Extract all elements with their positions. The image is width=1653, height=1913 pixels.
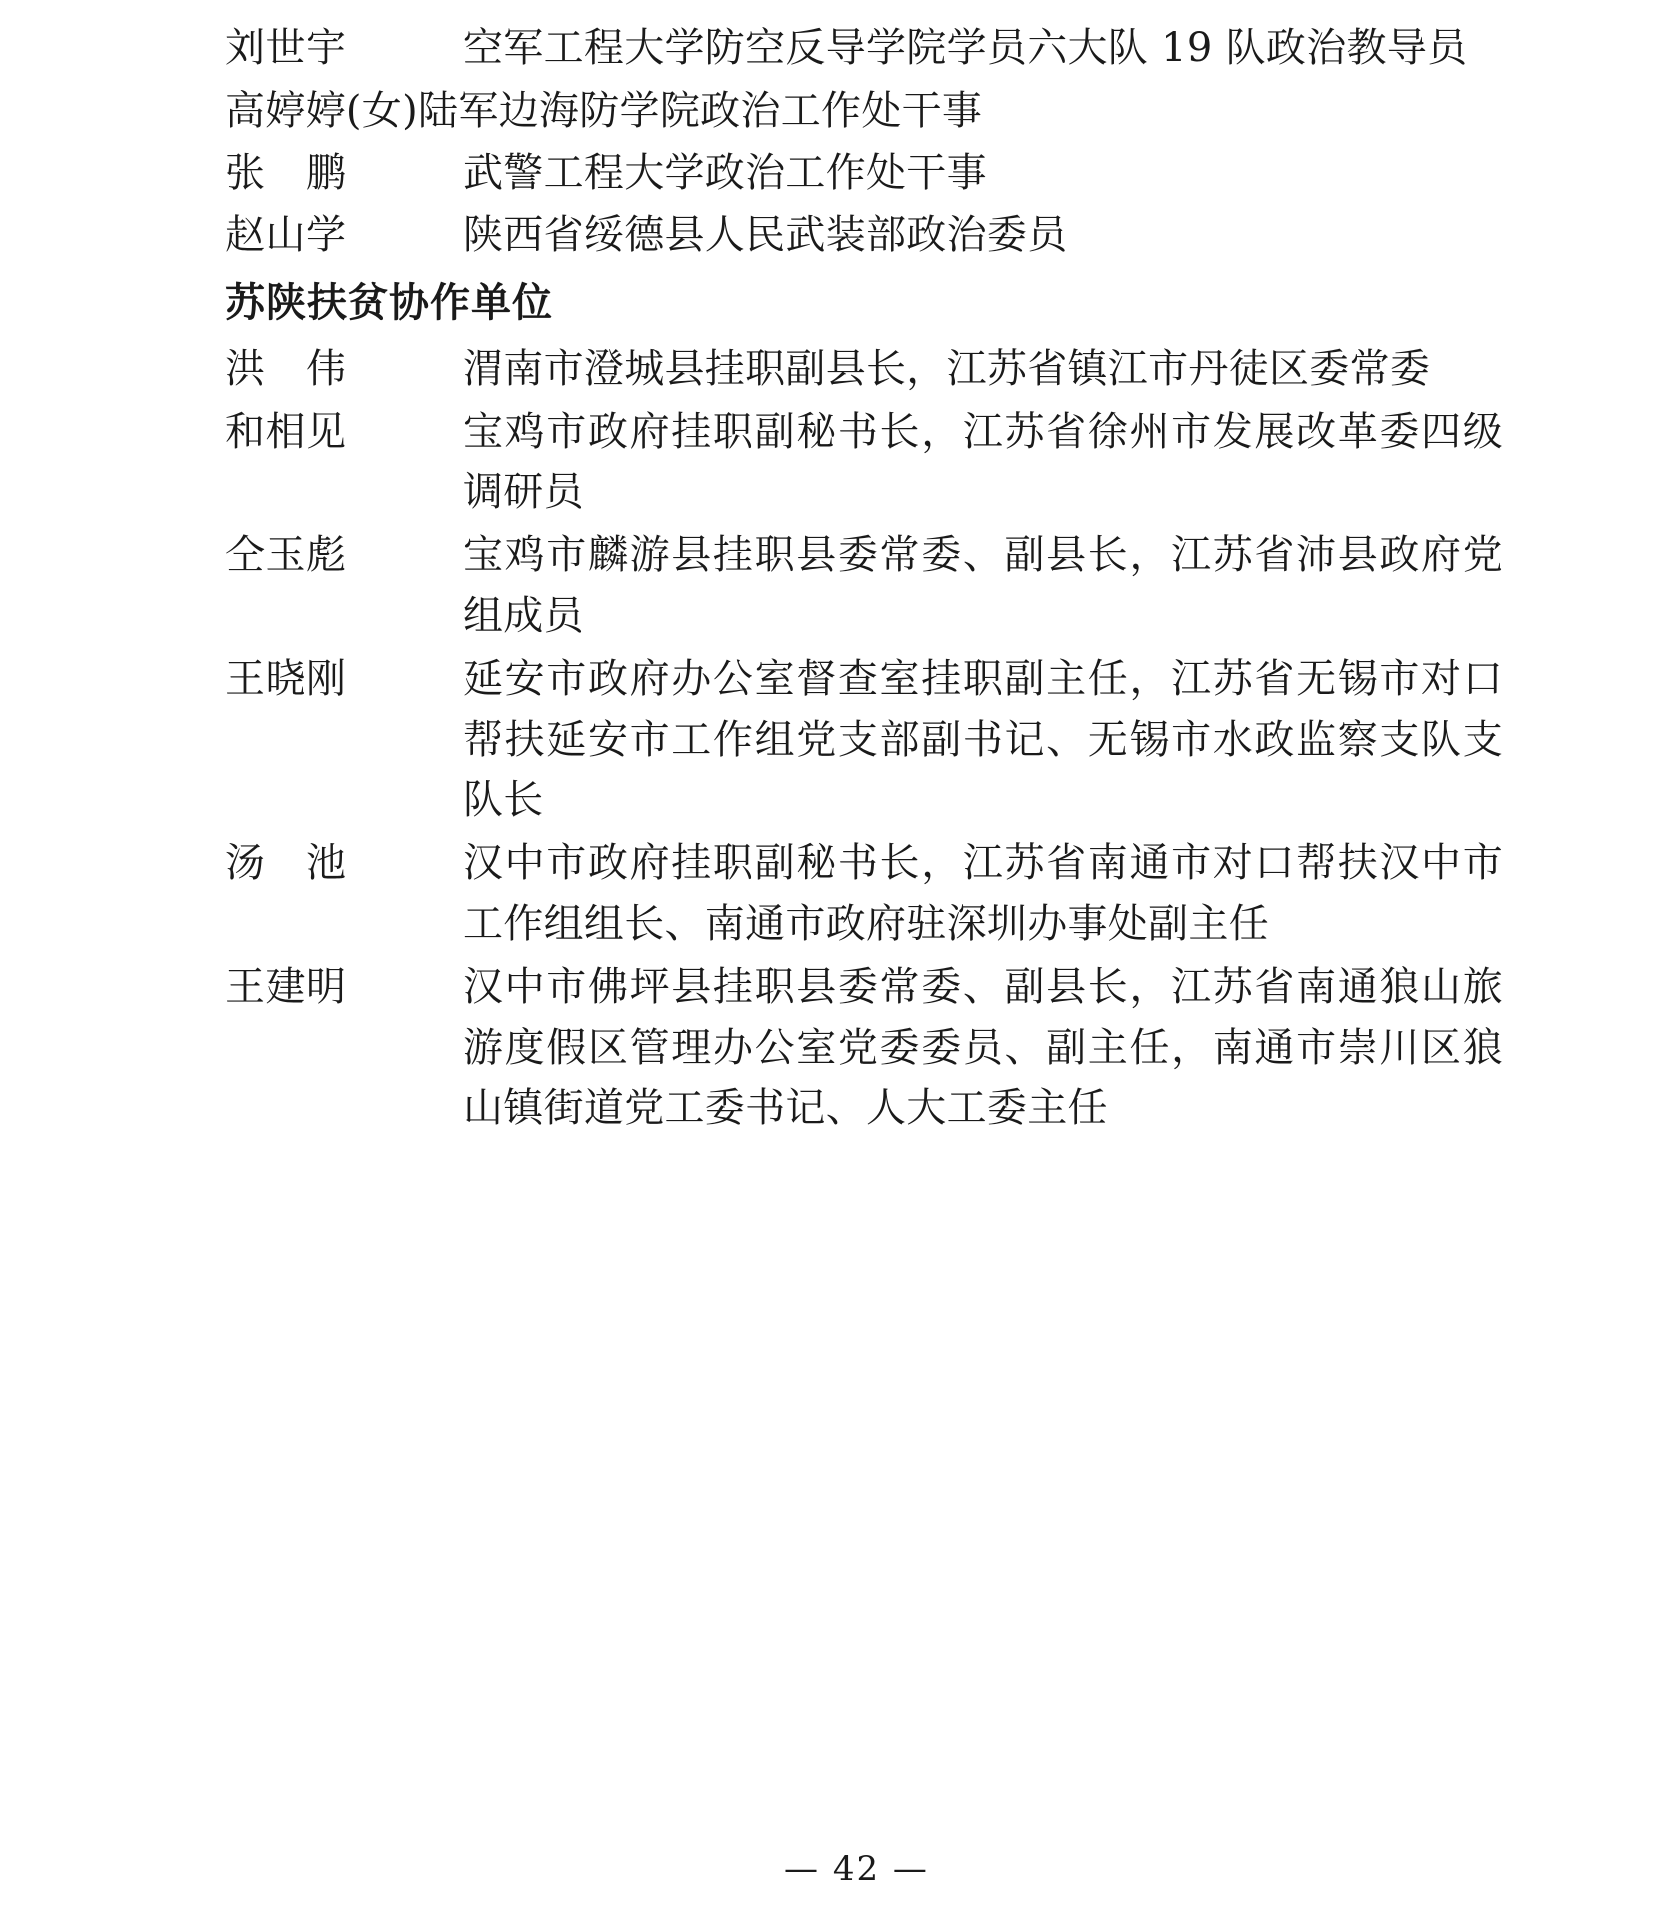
person-name: 张 鹏 <box>225 149 347 196</box>
person-title: 陆军边海防学院政治工作处干事 <box>418 87 983 134</box>
person-title: 空军工程大学防空反导学院学员六大队 19 队政治教导员 <box>463 25 1468 71</box>
person-title: 宝鸡市政府挂职副秘书长，江苏省徐州市发展改革委四级调研员 <box>463 408 1503 516</box>
person-title: 渭南市澄城县挂职副县长，江苏省镇江市丹徒区委常委 <box>463 345 1431 392</box>
person-name: 赵山学 <box>225 211 347 258</box>
person-name: 高婷婷(女) <box>225 87 419 134</box>
person-title: 武警工程大学政治工作处干事 <box>463 149 987 196</box>
person-name: 汤 池 <box>225 840 347 887</box>
person-title: 陕西省绥德县人民武装部政治委员 <box>463 211 1068 258</box>
list-item <box>225 833 1503 955</box>
person-name: 洪 伟 <box>225 345 347 392</box>
page-number: — 42 — <box>784 1849 929 1889</box>
list-item <box>225 81 1503 141</box>
list-item <box>225 18 1503 79</box>
person-title: 宝鸡市麟游县挂职县委常委、副县长，江苏省沛县政府党组成员 <box>463 532 1503 639</box>
list-item <box>225 143 1503 203</box>
person-name: 王晓刚 <box>225 655 347 702</box>
list-item <box>225 205 1503 265</box>
list-item <box>225 339 1503 400</box>
list-item <box>225 957 1503 1139</box>
person-name-and-title <box>225 88 982 134</box>
person-title: 延安市政府办公室督查室挂职副主任，江苏省无锡市对口帮扶延安市工作组党支部副书记、无锡市水政监察支队支队长 <box>463 655 1503 824</box>
list-item <box>225 525 1503 647</box>
list-item <box>225 402 1503 524</box>
person-name: 刘世宇 <box>225 25 347 71</box>
person-title: 汉中市政府挂职副秘书长，江苏省南通市对口帮扶汉中市工作组组长、南通市政府驻深圳办事处副主任 <box>463 840 1503 947</box>
person-name: 王建明 <box>225 963 347 1010</box>
person-name: 仝玉彪 <box>225 532 347 579</box>
person-title: 汉中市佛坪县挂职县委常委、副县长，江苏省南通狼山旅游度假区管理办公室党委委员、副主任，南通市崇川区狼山镇街道党工委书记、人大工委主任 <box>463 963 1503 1132</box>
section-heading: 苏陕扶贫协作单位 <box>225 278 553 326</box>
person-name: 和相见 <box>225 408 347 455</box>
list-item <box>225 649 1503 831</box>
